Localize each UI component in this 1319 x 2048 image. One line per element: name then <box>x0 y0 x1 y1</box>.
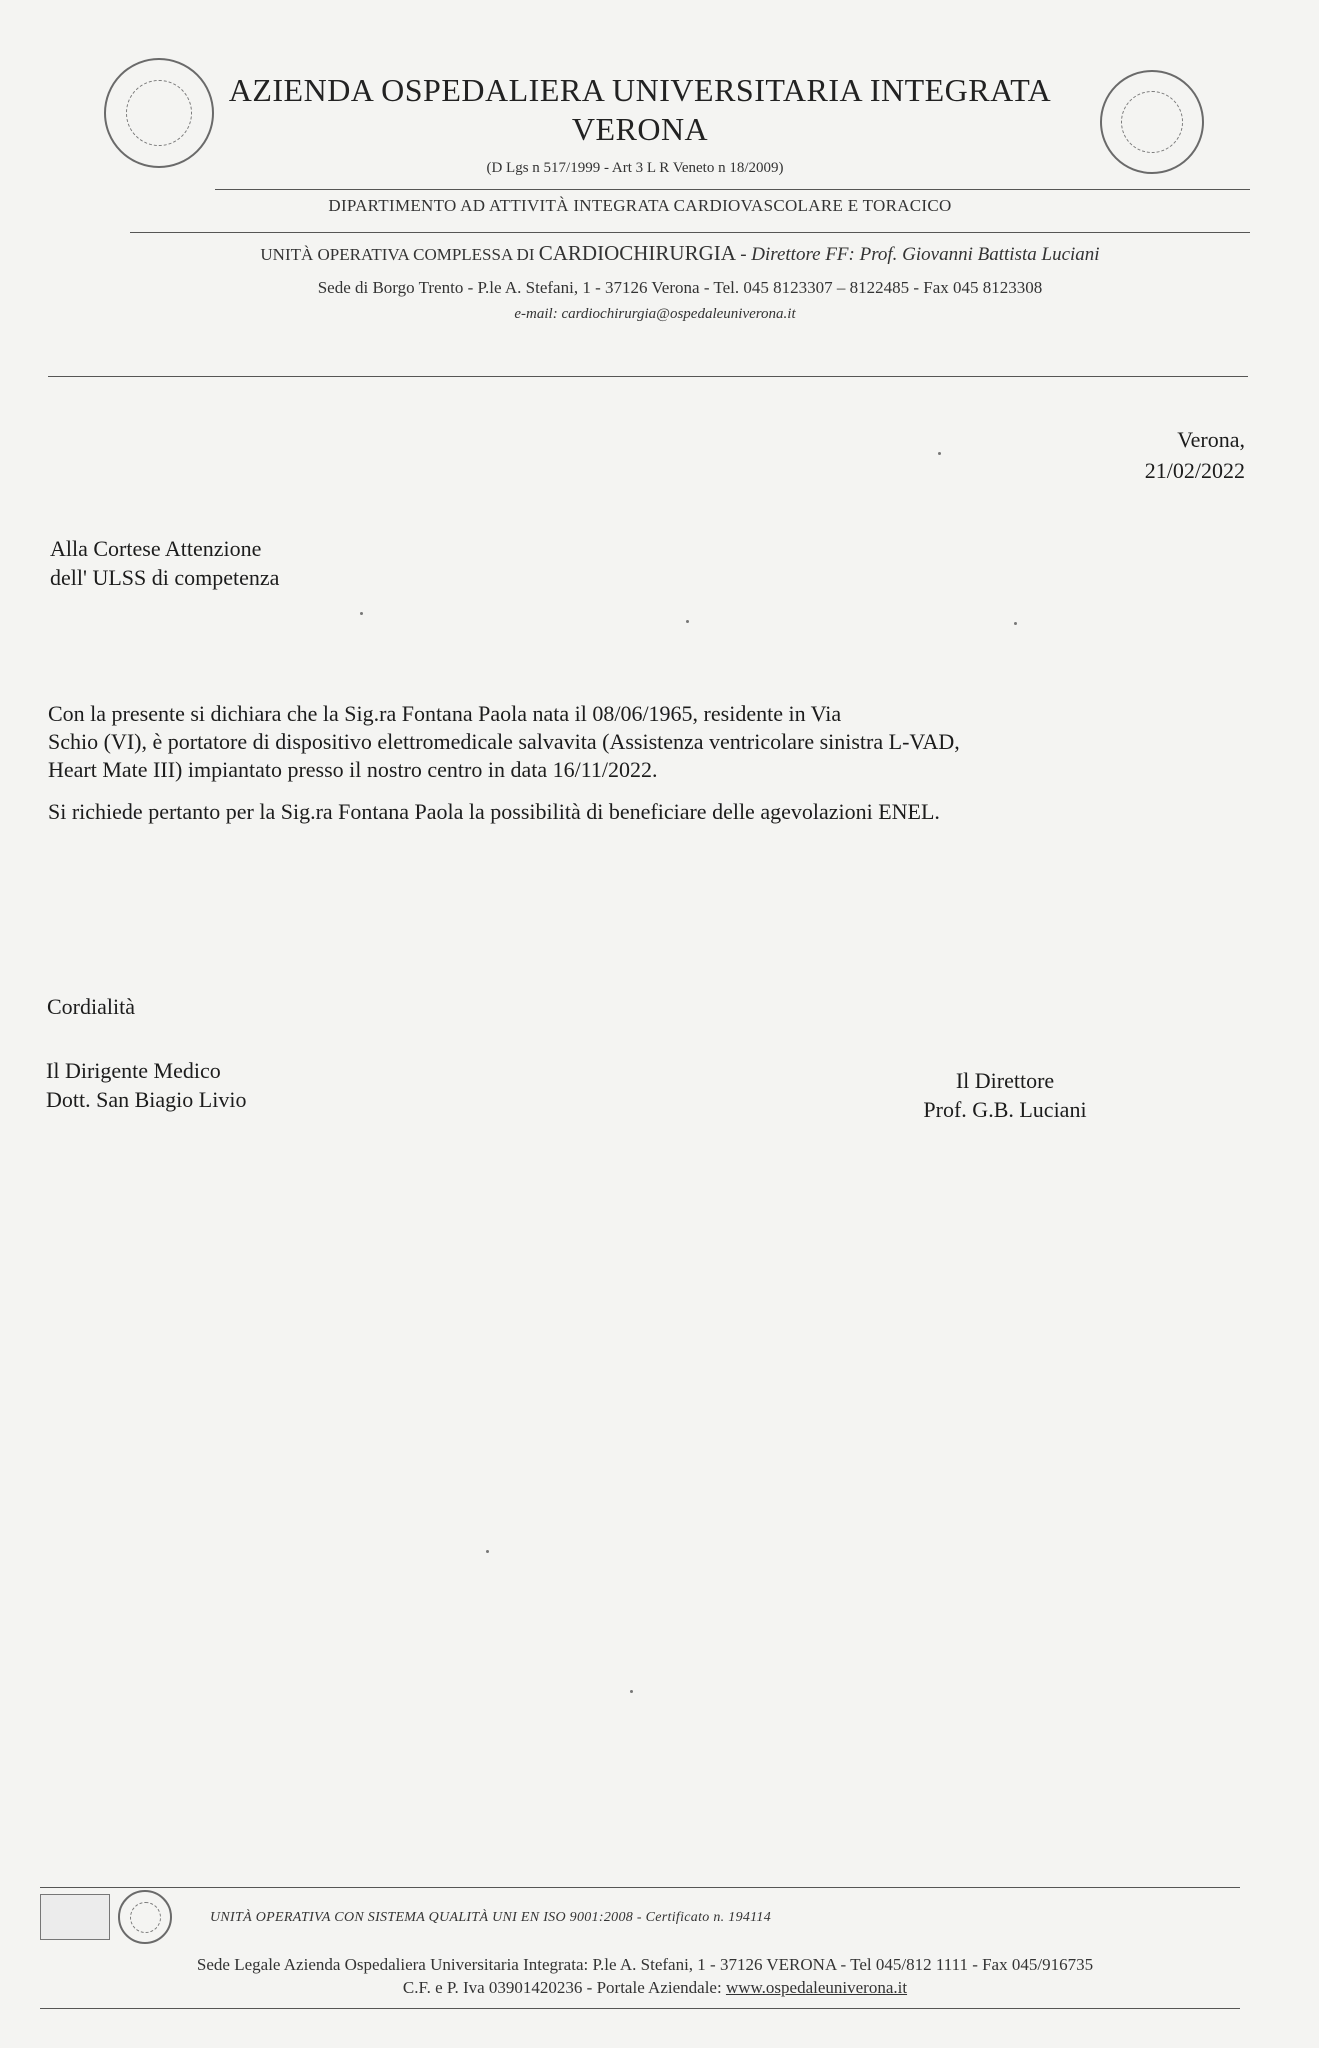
left-seal-icon <box>104 58 214 168</box>
tax-and-portal: C.F. e P. Iva 03901420236 - Portale Aziendale: www.ospedaleuniverona.it <box>402 1978 908 1997</box>
scan-speck <box>486 1550 489 1553</box>
header-rule-2 <box>130 232 1250 233</box>
recipient-block: Alla Cortese Attenzione dell' ULSS di competenza <box>50 536 280 590</box>
left-signature: Il Dirigente Medico Dott. San Biagio Livio <box>46 1058 247 1112</box>
letter-date: Verona, 21/02/2022 <box>1144 427 1245 483</box>
unit-line: UNITÀ OPERATIVA COMPLESSA DI CARDIOCHIRURGIA - Direttore FF: Prof. Giovanni Battista Luciani <box>260 241 1100 265</box>
footer-rule-1 <box>40 1887 1240 1888</box>
quality-certification-text: UNITÀ OPERATIVA CON SISTEMA QUALITÀ UNI EN ISO 9001:2008 - Certificato n. 194114 <box>210 1910 772 1925</box>
body-line-3: Heart Mate III) impiantato presso il nostro centro in data 16/11/2022. <box>48 757 658 782</box>
department-name: DIPARTIMENTO AD ATTIVITÀ INTEGRATA CARDIOVASCOLARE E TORACICO <box>328 196 952 215</box>
scan-speck <box>1014 622 1017 625</box>
scan-speck <box>630 1690 633 1693</box>
body-line-2: Schio (VI), è portatore di dispositivo elettromedicale salvavita (Assistenza ventricolare sinistra L-VAD, <box>48 729 960 754</box>
body-line-4: Si richiede pertanto per la Sig.ra Fontana Paola la possibilità di beneficiare delle agevolazioni ENEL. <box>48 799 940 824</box>
header-rule-1 <box>215 189 1250 190</box>
scan-speck <box>686 620 689 623</box>
quality-certification-logo <box>40 1894 110 1940</box>
footer-seal-icon <box>118 1890 172 1944</box>
scan-speck <box>938 452 941 455</box>
letter-body <box>48 700 1248 826</box>
body-line-1: Con la presente si dichiara che la Sig.ra Fontana Paola nata il 08/06/1965, residente in Via <box>48 701 842 726</box>
unit-address: Sede di Borgo Trento - P.le A. Stefani, 1 - 37126 Verona - Tel. 045 8123307 – 8122485 - Fax 045 8123308 <box>317 278 1043 297</box>
legal-reference: (D Lgs n 517/1999 - Art 3 L R Veneto n 18/2009) <box>486 160 784 176</box>
institution-name: AZIENDA OSPEDALIERA UNIVERSITARIA INTEGRATA VERONA <box>228 72 1052 147</box>
right-seal-icon <box>1100 70 1204 174</box>
header-rule-3 <box>48 376 1248 377</box>
footer-rule-2 <box>40 2008 1240 2009</box>
unit-email: e-mail: cardiochirurgia@ospedaleuniverona.it <box>514 306 796 322</box>
scan-speck <box>360 612 363 615</box>
closing-text: Cordialità <box>47 994 135 1019</box>
website-link[interactable]: www.ospedaleuniverona.it <box>725 1978 908 1997</box>
right-signature: Il Direttore Prof. G.B. Luciani <box>923 1068 1087 1122</box>
legal-seat: Sede Legale Azienda Ospedaliera Universitaria Integrata: P.le A. Stefani, 1 - 37126 VERONA - Tel 045/812 1111 - Fax 045/916735 <box>196 1955 1094 1974</box>
